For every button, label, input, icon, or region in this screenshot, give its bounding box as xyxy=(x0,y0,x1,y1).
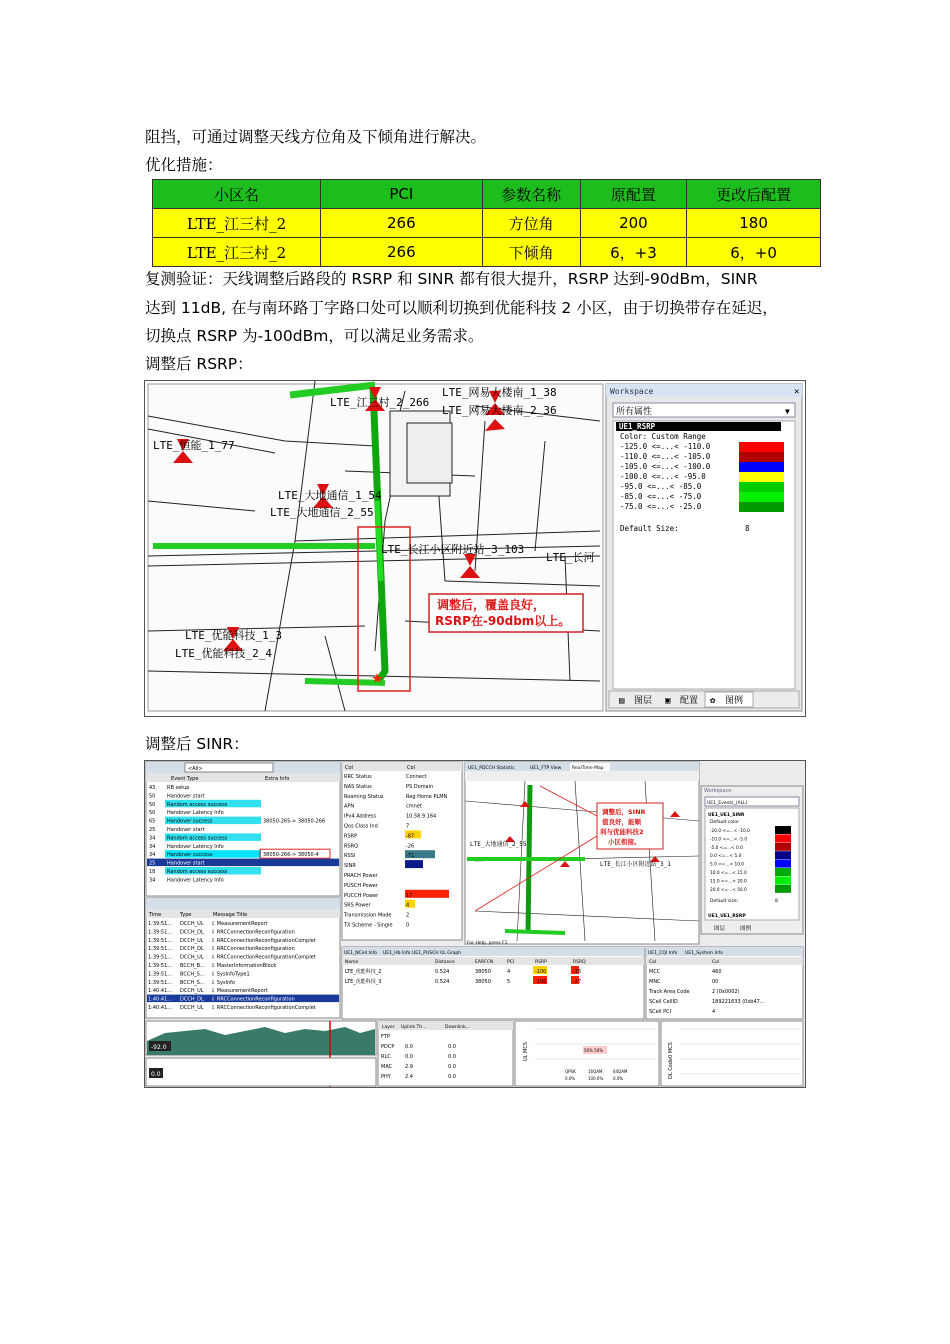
ncell-tab[interactable]: UE1_PUSCH UL Graph xyxy=(412,951,462,956)
status-value: Connect xyxy=(406,774,427,780)
ws-dropdown-value: UE1_Events_(ALL) xyxy=(707,801,748,806)
status-key: PUSCH Power xyxy=(344,882,378,889)
tput-layer: PHY xyxy=(381,1074,391,1080)
paragraph-line-4: 达到 11dB, 在与南环路丁字路口处可以顺利切换到优能科技 2 小区，由于切换带存在延迟， xyxy=(145,299,778,317)
msg-type: BCCH_S... xyxy=(180,971,205,978)
sinr-map xyxy=(465,762,699,946)
status-value: 17 xyxy=(406,892,413,899)
event-row-id: 65 xyxy=(149,818,156,825)
status-value: Reg Home PLMN xyxy=(406,793,448,800)
messages-panel xyxy=(146,898,340,1018)
sinr-app-screenshot xyxy=(144,760,806,1088)
ncell-distance: 0.524 xyxy=(435,979,450,985)
cell-label: LTE_长江小区附近站_3_103 xyxy=(381,543,525,556)
status-key: NAS Status xyxy=(344,783,372,790)
ws-item: UE1_UE1_SINR xyxy=(708,813,745,818)
status-value: 0 xyxy=(406,922,410,929)
status-key: TX Scheme - Single xyxy=(344,922,393,929)
mcs-pct: 100.0% xyxy=(588,1076,604,1081)
msg-time: 1:39:51... xyxy=(148,963,173,969)
status-value: -71 xyxy=(406,853,415,860)
status-value: PS Domain xyxy=(406,783,434,790)
msg-type: BCCH_B... xyxy=(180,963,205,969)
msg-title: ⇩ SysInfo xyxy=(211,979,235,986)
msg-col-header: Message Title xyxy=(213,912,248,918)
events-col-header: Event Type xyxy=(171,776,199,782)
ncell-header: Name xyxy=(345,960,359,965)
sysinfo-panel xyxy=(646,947,803,1019)
table-cell: 方位角 xyxy=(482,209,580,238)
ws-title: Workspace xyxy=(704,788,732,794)
cell-label: LTE_大地通信_1_54 xyxy=(278,489,382,502)
status-key: SINR xyxy=(344,863,356,870)
graph-value: -92.0 xyxy=(151,1044,167,1051)
status-value: 7 xyxy=(406,823,410,830)
ncell-rsrq: -15 xyxy=(573,969,582,975)
paragraph-line-3: 复测验证：天线调整后路段的 RSRP 和 SINR 都有很大提升，RSRP 达到-90dBm，SINR xyxy=(145,270,758,288)
throughput-panel xyxy=(378,1021,513,1086)
msg-type: DCCH_DL xyxy=(180,946,204,953)
close-icon[interactable]: ✕ xyxy=(794,387,800,397)
table-header-row xyxy=(153,180,821,209)
dropdown-value: 所有属性 xyxy=(616,407,653,417)
event-row-type: Handover success xyxy=(167,852,213,859)
event-row-type: Random access success xyxy=(167,801,228,808)
tput-layer: MAC xyxy=(381,1064,393,1070)
ncell-distance: 0.524 xyxy=(435,969,450,975)
callout-text: RSRP在-90dbm以上。 xyxy=(435,614,571,628)
msg-time: 1:39:51... xyxy=(148,979,173,986)
config-icon[interactable]: ▣ xyxy=(665,696,671,706)
status-value: 4 xyxy=(406,902,410,909)
sys-value: 00 xyxy=(712,979,719,985)
ws-swatch xyxy=(775,868,791,876)
event-row-type: RB setup xyxy=(167,785,190,791)
sys-value: 460 xyxy=(712,969,722,975)
event-row-type: Random access success xyxy=(167,869,228,875)
msg-time: 1:39:51... xyxy=(148,971,173,978)
callout-text: 调整后，覆盖良好， xyxy=(437,598,546,612)
table-header-cell: 原配置 xyxy=(580,180,686,209)
mcs-pct: 0.0% xyxy=(565,1076,576,1081)
tab-legend[interactable]: 图例 xyxy=(725,696,744,706)
event-row-type: Handover start xyxy=(167,827,205,833)
ncell-rsrq: -27 xyxy=(573,979,582,985)
status-value: 2 xyxy=(406,912,410,919)
msg-type: BCCH_S... xyxy=(180,979,205,986)
ws-range: 10.0 <=...< 15.0 xyxy=(710,871,747,876)
ws-range: -5.0 <=...< 0.0 xyxy=(710,845,743,851)
status-key: Roaming Status xyxy=(344,793,384,800)
event-row-id: 34 xyxy=(149,843,156,850)
event-row-id: 50 xyxy=(149,810,156,817)
table-cell: 6，+3 xyxy=(580,238,686,267)
mcs-bottom: 16QAM xyxy=(588,1069,603,1074)
legend-range: -105.0 <=...< -100.0 xyxy=(620,462,711,471)
tput-layer: FTP xyxy=(381,1034,390,1040)
table-header-cell: 参数名称 xyxy=(482,180,580,209)
ws-tab[interactable]: 图例 xyxy=(740,926,752,932)
legend-swatches xyxy=(739,442,784,512)
tput-layer: RLC xyxy=(381,1054,391,1060)
cell-label: LTE_优能科技_1_3 xyxy=(185,629,282,642)
legend-range: -110.0 <=...< -105.0 xyxy=(620,452,711,461)
event-row-id: 34 xyxy=(149,852,156,859)
event-row-id: 50 xyxy=(149,793,156,800)
table-cell: LTE_江三村_2 xyxy=(153,209,321,238)
msg-title: ⇩ RRCConnectionReconfiguration xyxy=(211,996,295,1003)
chevron-down-icon[interactable]: ▼ xyxy=(785,407,790,416)
event-row-type: Handover start xyxy=(167,860,205,867)
mcs-panels xyxy=(515,1021,803,1086)
cell-label: LTE_大地通信_2_55 xyxy=(270,506,374,519)
table-header-cell: PCI xyxy=(321,180,482,209)
event-row-id: 25 xyxy=(149,827,156,833)
msg-type: DCCH_DL xyxy=(180,929,204,936)
event-row-id: 43 xyxy=(149,785,156,791)
status-key: RRC Status xyxy=(344,774,372,780)
ncell-panel xyxy=(342,947,644,1019)
ws-range: 0.0 <=...< 5.0 xyxy=(710,854,742,860)
msg-title: ⇩ RRCConnectionReconfigurationComplet xyxy=(211,954,316,961)
status-key: IPv4 Address xyxy=(344,813,377,820)
legend-range: -95.0 <=...< -85.0 xyxy=(620,482,702,491)
ws-range: 5.0 <=...< 10.0 xyxy=(710,862,745,868)
status-key: Qos Class Ind xyxy=(344,823,378,830)
msg-col-header: Type xyxy=(180,912,192,918)
legend-range: -100.0 <=...< -95.0 xyxy=(620,472,706,481)
ncell-earfcn: 38050 xyxy=(475,979,491,985)
mcs-bottom: 64QAM xyxy=(613,1069,628,1074)
event-filter-value: <All> xyxy=(188,766,203,772)
msg-col-header: Time xyxy=(149,912,162,918)
ncell-header: Distance xyxy=(435,960,455,965)
msg-title: ⇩ RRCConnectionReconfigurationComplet xyxy=(211,937,316,944)
ws-range: -10.0 <=...< -5.0 xyxy=(710,837,748,843)
tput-downlink: 0.0 xyxy=(448,1074,456,1080)
sys-key: MNC xyxy=(649,979,661,985)
ws-swatch xyxy=(775,885,791,893)
legend-range: -75.0 <=...< -25.0 xyxy=(620,502,702,511)
ws-swatch xyxy=(775,843,791,851)
sys-key: SCell PCI xyxy=(649,1009,672,1015)
sys-value: 2 (0x0002) xyxy=(712,989,740,995)
status-key: SRS Power xyxy=(344,902,371,909)
map-tab-active[interactable]: RealTime Map xyxy=(572,766,604,771)
msg-title: ⇩ SysInfoType1 xyxy=(211,971,250,978)
msg-time: 1:39:51... xyxy=(148,946,173,953)
status-col-header: Col xyxy=(407,765,415,771)
status-key: PUCCH Power xyxy=(344,892,379,899)
workspace-panel xyxy=(606,384,802,711)
msg-time: 1:39:51... xyxy=(148,954,173,961)
map-label: LTE_大地通信_2_55 xyxy=(470,841,527,848)
dl-mcs-label: DL Code0 MCS xyxy=(668,1042,674,1079)
msg-time: 1:39:51... xyxy=(148,937,173,944)
event-row-extra: 38050-265-> 38050-266 xyxy=(263,818,326,825)
paragraph-line-6: 调整后 RSRP： xyxy=(145,355,253,373)
status-value: -87 xyxy=(406,833,415,840)
ws-default-size: Default size: xyxy=(710,899,739,904)
map-tab[interactable]: UE1_PDCCH Statistic xyxy=(468,766,515,771)
mcs-highlight: 50% 50% xyxy=(584,1048,604,1053)
msg-time: 1:40:41... xyxy=(148,996,173,1003)
rsrp-graph xyxy=(146,1021,376,1087)
event-row-type: Handover Latency Info xyxy=(167,843,224,850)
ul-mcs-label: UL MCS xyxy=(523,1041,529,1061)
callout-text: 利与优能科技2 xyxy=(600,828,644,836)
ws-swatch xyxy=(775,826,791,834)
table-cell: 200 xyxy=(580,209,686,238)
events-panel xyxy=(146,762,340,896)
event-row-type: Handover Latency Info xyxy=(167,810,224,817)
status-value: cmnet xyxy=(406,803,422,810)
ncell-header: RSRQ xyxy=(573,960,586,965)
map-tab[interactable]: UE1_FTP View xyxy=(530,766,562,771)
status-key: Transmission Mode xyxy=(344,912,392,919)
ncell-header: RSRP xyxy=(535,960,547,965)
status-value: -26 xyxy=(406,843,415,850)
sys-header: Col xyxy=(649,960,657,965)
default-size-value: 8 xyxy=(745,524,750,533)
table-cell: 266 xyxy=(321,238,482,267)
tput-uplink: 0.0 xyxy=(405,1044,413,1050)
tput-downlink: 0.0 xyxy=(448,1054,456,1060)
legend-item: UE1_RSRP xyxy=(619,422,656,431)
sys-key: SCell CellID xyxy=(649,999,678,1005)
legend-range-title: Color: Custom Range xyxy=(620,432,706,441)
status-key: RSRP xyxy=(344,833,358,840)
table-cell: 266 xyxy=(321,209,482,238)
sys-key: Track Area Code xyxy=(649,989,690,995)
tput-layer: PDCP xyxy=(381,1044,395,1050)
ncell-header: EARFCN xyxy=(475,960,494,965)
msg-type: DCCH_UL xyxy=(180,937,204,944)
tput-header: Layer xyxy=(382,1025,395,1030)
config-table xyxy=(152,179,821,267)
event-row-type: Handover success xyxy=(167,818,213,825)
legend-ranges xyxy=(620,442,711,511)
event-row-id: 50 xyxy=(149,801,156,808)
msg-time: 1:40:41... xyxy=(148,1005,173,1011)
legend-range: -85.0 <=...< -75.0 xyxy=(620,492,702,501)
table-cell: 180 xyxy=(687,209,821,238)
msg-type: DCCH_UL xyxy=(180,921,204,927)
msg-time: 1:39:51... xyxy=(148,929,173,936)
status-value: 10.58.9.164 xyxy=(406,813,437,820)
mcs-pct: 0.0% xyxy=(613,1076,624,1081)
sys-header: Col xyxy=(712,960,720,965)
ws-swatch xyxy=(775,876,791,884)
table-row xyxy=(153,209,821,238)
tput-downlink: 0.0 xyxy=(448,1064,456,1070)
table-cell: 6，+0 xyxy=(687,238,821,267)
mcs-bottom: QPSK xyxy=(565,1069,576,1074)
status-panel xyxy=(342,762,462,940)
rsrp-map-screenshot xyxy=(144,380,806,717)
legend-icon[interactable]: ✿ xyxy=(710,696,716,706)
msg-time: 1:40:41... xyxy=(148,988,173,995)
ncell-earfcn: 38050 xyxy=(475,969,491,975)
ws-range: 15.0 <=...< 20.0 xyxy=(710,879,747,885)
paragraph-line-1: 阻挡，可通过调整天线方位角及下倾角进行解决。 xyxy=(145,128,487,146)
msg-type: DCCH_DL xyxy=(180,996,204,1003)
svg-text:0.0: 0.0 xyxy=(151,1071,161,1078)
status-key: RSSI xyxy=(344,853,356,860)
cell-label: LTE_长河 xyxy=(546,551,595,564)
sinr-workspace-panel xyxy=(701,786,803,934)
msg-time: 1:39:51... xyxy=(148,921,173,927)
tab-config[interactable]: 配置 xyxy=(680,696,699,706)
layers-icon[interactable]: ▤ xyxy=(619,696,625,706)
ncell-rsrp: -100 xyxy=(535,969,547,975)
events-col-header: Extra Info xyxy=(265,776,290,782)
ncell-tab[interactable]: UE1_NCell Info xyxy=(344,951,377,956)
ws-item2: UE1_UE1_RSRP xyxy=(708,914,746,919)
status-key: APN xyxy=(344,803,355,810)
tput-downlink: 0.0 xyxy=(448,1044,456,1050)
paragraph-line-2: 优化措施： xyxy=(145,156,223,174)
ws-swatch xyxy=(775,860,791,868)
sys-value: 4 xyxy=(712,1009,716,1015)
event-row-id: 18 xyxy=(149,869,156,875)
sys-key: MCC xyxy=(649,969,661,975)
msg-title: ⇩ RRCConnectionReconfiguration xyxy=(211,929,295,936)
ncell-name: LTE_优能科技_2 xyxy=(345,969,382,975)
sys-tab[interactable]: UE1_CQI Info xyxy=(648,951,678,956)
ncell-pci: 4 xyxy=(507,969,511,975)
sys-tab[interactable]: UE1_System Info xyxy=(685,951,723,956)
status-key: PRACH Power xyxy=(344,873,378,879)
msg-title: ⇩ RRCConnectionReconfigurationComplet xyxy=(211,1005,316,1011)
table-header-cell: 更改后配置 xyxy=(687,180,821,209)
msg-title: ⇩ MasterInformationBlock xyxy=(211,963,277,969)
ncell-header: PCI xyxy=(507,960,515,965)
callout-text: 调整后，SINR xyxy=(602,808,646,816)
event-row-id: 25 xyxy=(149,860,156,867)
cell-label: LTE_网易大楼南_2_36 xyxy=(442,404,557,417)
tput-header: Uplink Th... xyxy=(401,1025,427,1030)
cell-label: LTE_恒能_1_77 xyxy=(153,439,235,452)
paragraph-line-5: 切换点 RSRP 为-100dBm，可以满足业务需求。 xyxy=(145,327,484,345)
callout-text: 小区衔接。 xyxy=(608,838,641,846)
cell-label: LTE_优能科技_2_4 xyxy=(175,647,272,660)
sinr-app-canvas xyxy=(145,761,805,1087)
ncell-name: LTE_优能科技_3 xyxy=(345,979,382,985)
status-value-bar xyxy=(405,860,423,868)
default-size-label: Default Size: xyxy=(620,524,679,533)
table-header-cell: 小区名 xyxy=(153,180,321,209)
ncell-tab[interactable]: UE1_Hb Info xyxy=(383,951,411,956)
msg-type: DCCH_UL xyxy=(180,988,204,995)
help-text: For Help, press F1 xyxy=(467,941,508,946)
tput-uplink: 0.0 xyxy=(405,1054,413,1060)
ws-default: Default color xyxy=(710,820,739,825)
event-row-id: 34 xyxy=(149,877,156,884)
legend-range: -125.0 <=...< -110.0 xyxy=(620,442,711,451)
ws-size-value: 8 xyxy=(775,899,778,904)
msg-title: ⇩ MeasurementReport xyxy=(211,921,268,927)
tput-uplink: 2.4 xyxy=(405,1074,413,1080)
tput-uplink: 2.9 xyxy=(405,1064,413,1070)
ws-range: 20.0 <=...< 50.0 xyxy=(710,887,747,893)
event-row-extra: 38050-266-> 38050-4 xyxy=(263,852,319,859)
event-row-type: Handover Latency Info xyxy=(167,877,224,884)
cell-label: LTE_网易大楼南_1_38 xyxy=(442,386,557,399)
event-row-type: Random access success xyxy=(167,835,228,842)
event-row-type: Handover start xyxy=(167,793,205,800)
ws-range: -20.0 <=...< -10.0 xyxy=(710,829,750,834)
rsrp-map-canvas xyxy=(145,381,805,716)
msg-title: ⇩ RRCConnectionReconfiguration xyxy=(211,946,295,953)
msg-type: DCCH_UL xyxy=(180,954,204,961)
table-row xyxy=(153,238,821,267)
map-label: LTE_长江小区附近站_3_1 xyxy=(600,861,671,868)
ncell-rsrp: -106 xyxy=(535,979,547,985)
event-row-id: 34 xyxy=(149,835,156,842)
cell-label: LTE_江三村_2_266 xyxy=(330,396,430,409)
sys-value: 189221633 (0xb47... xyxy=(712,999,765,1005)
status-col-header: Col xyxy=(345,765,353,771)
workspace-title: Workspace xyxy=(610,387,654,396)
tput-header: Downlink... xyxy=(445,1025,471,1030)
table-cell: 下倾角 xyxy=(482,238,580,267)
ws-tab[interactable]: 图层 xyxy=(714,926,726,932)
callout-text: 值良好，能顺 xyxy=(602,818,641,826)
ncell-pci: 5 xyxy=(507,979,511,985)
status-key: RSRQ xyxy=(344,843,359,850)
table-cell: LTE_江三村_2 xyxy=(153,238,321,267)
tab-layers[interactable]: 图层 xyxy=(634,696,653,706)
ws-swatch xyxy=(775,851,791,859)
msg-type: DCCH_UL xyxy=(180,1005,204,1011)
msg-title: ⇩ MeasurementReport xyxy=(211,988,268,995)
paragraph-line-7: 调整后 SINR： xyxy=(145,735,249,753)
ws-swatch xyxy=(775,834,791,842)
